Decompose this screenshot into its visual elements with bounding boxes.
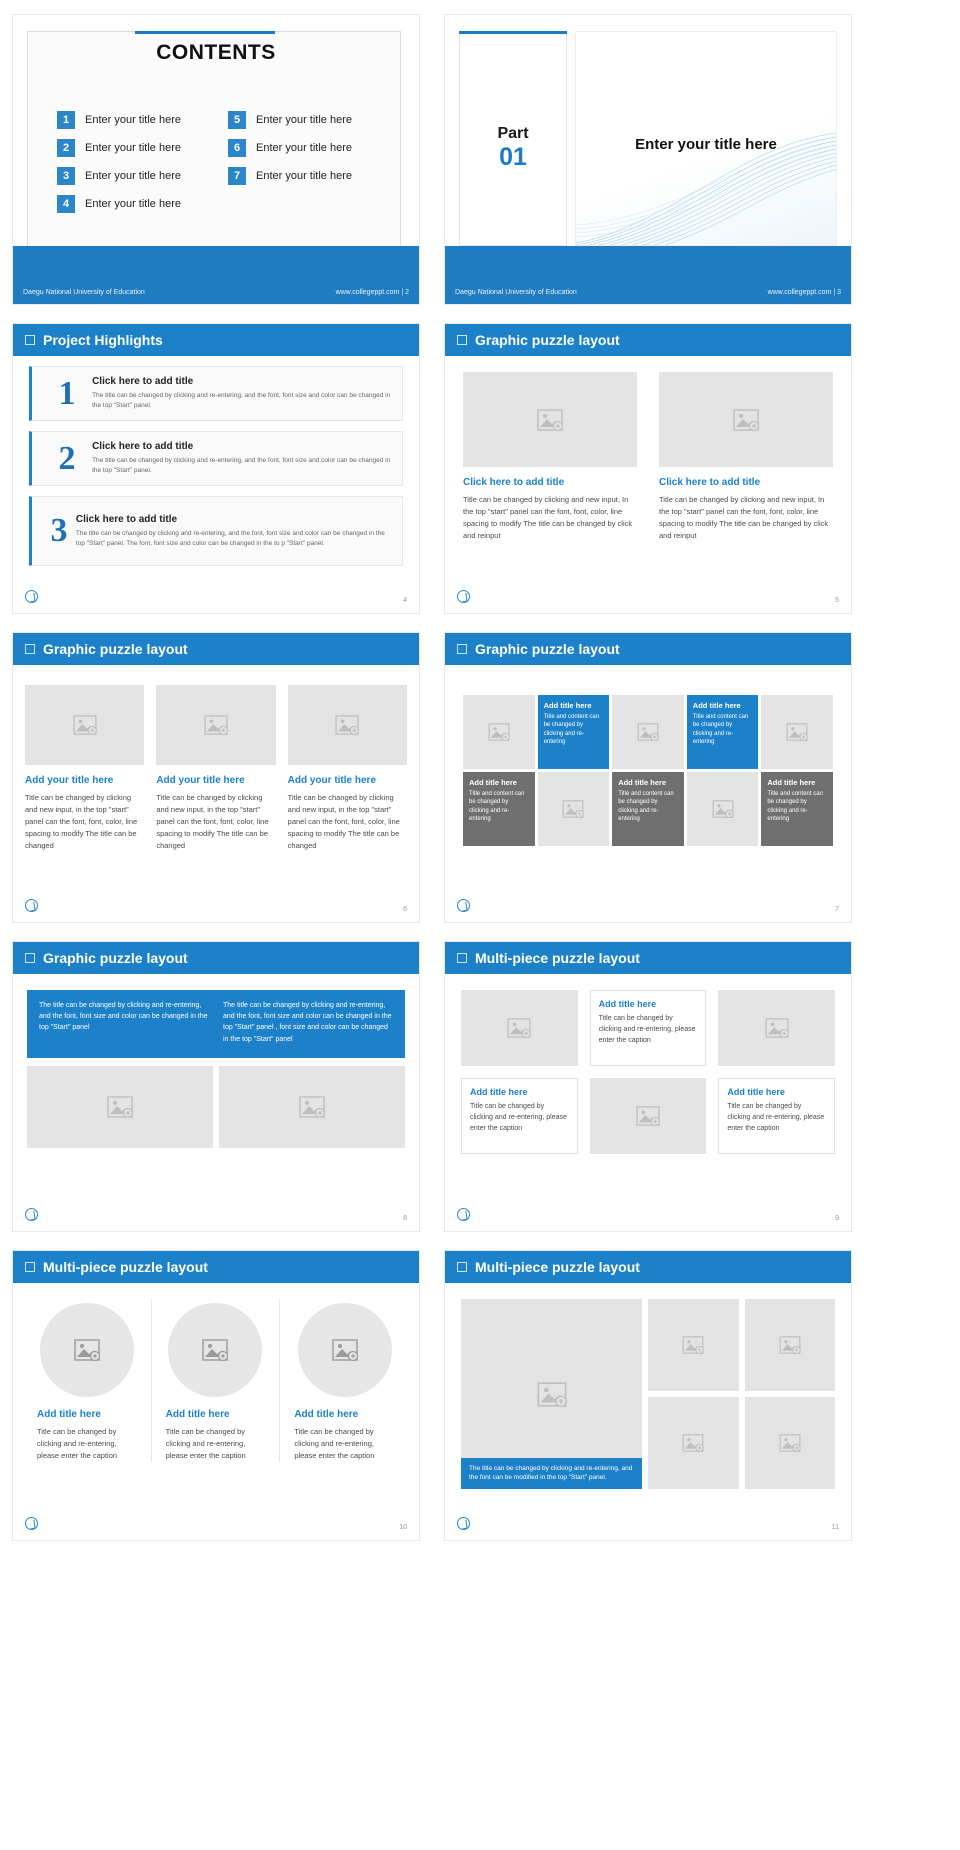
slide-header xyxy=(13,633,419,665)
tile-body: Title and content can be changed by clicking and re-entering xyxy=(692,714,749,746)
item-label: Enter your title here xyxy=(85,170,181,182)
logo-icon xyxy=(25,1517,38,1530)
slide-header xyxy=(445,1251,851,1283)
item-label: Enter your title here xyxy=(85,198,181,210)
card-title: Add your title here xyxy=(287,775,377,786)
card-body: Title can be changed by clicking and re-entering, please enter the caption xyxy=(727,1103,825,1132)
tile-body: Title and content can be changed by clicking and re-entering xyxy=(767,791,823,823)
card-title: Add title here xyxy=(165,1409,230,1420)
image-placeholder[interactable] xyxy=(288,685,407,765)
footer-site: www.collegeppt.com | 3 xyxy=(767,289,841,296)
page-number: 11 xyxy=(831,1524,839,1531)
image-placeholder[interactable] xyxy=(745,1397,836,1489)
text-tile[interactable] xyxy=(463,772,535,846)
page-number: 7 xyxy=(835,906,839,913)
header-title: Graphic puzzle layout xyxy=(43,950,188,966)
item-number: 2 xyxy=(57,139,75,157)
page-number: 9 xyxy=(835,1215,839,1222)
highlight-row[interactable] xyxy=(29,366,403,421)
page-number: 8 xyxy=(403,1215,407,1222)
image-placeholder[interactable] xyxy=(761,695,833,769)
footer-site: www.collegeppt.com | 2 xyxy=(335,289,409,296)
item-label: Enter your title here xyxy=(256,142,352,154)
text-card[interactable] xyxy=(718,1078,835,1154)
banner-text-right: The title can be changed by clicking and re-entering, and the font, font size and color can be changed in the top "Start" panel , font size and color can be changed in the top "Start" panel xyxy=(223,1002,392,1043)
image-placeholder[interactable] xyxy=(648,1397,739,1489)
image-placeholder-large[interactable] xyxy=(461,1299,642,1489)
slide-graphic-puzzle-grid[interactable] xyxy=(444,632,852,923)
slide-part-divider[interactable] xyxy=(444,14,852,305)
list-item[interactable] xyxy=(228,167,379,185)
slide-graphic-puzzle-banner[interactable] xyxy=(12,941,420,1232)
image-placeholder[interactable] xyxy=(538,772,610,846)
square-icon xyxy=(25,1262,35,1272)
slide-header xyxy=(445,324,851,356)
highlight-number: 2 xyxy=(58,439,76,477)
image-placeholder[interactable] xyxy=(27,1066,213,1148)
card-body: Title can be changed by clicking and new input, In the top "start" panel can the font, font, color, line spacing to modify The title can be changed by click and reinput xyxy=(463,495,633,540)
item-number: 5 xyxy=(228,111,246,129)
tile-grid xyxy=(463,695,833,846)
slide-header xyxy=(13,1251,419,1283)
card-grid xyxy=(463,372,833,542)
header-title: Graphic puzzle layout xyxy=(475,641,620,657)
square-icon xyxy=(25,335,35,345)
card-title: Add title here xyxy=(470,1087,528,1097)
page-number: 6 xyxy=(403,906,407,913)
card-title: Add your title here xyxy=(156,775,245,786)
highlight-row[interactable] xyxy=(29,431,403,486)
image-placeholder[interactable] xyxy=(168,1303,262,1397)
image-placeholder[interactable] xyxy=(463,695,535,769)
highlight-number: 3 xyxy=(50,512,68,549)
card[interactable] xyxy=(152,1299,281,1462)
list-item[interactable] xyxy=(228,111,379,129)
square-icon xyxy=(25,953,35,963)
logo-icon xyxy=(25,590,38,603)
card[interactable] xyxy=(23,1299,152,1462)
slide-header xyxy=(13,942,419,974)
logo-icon xyxy=(25,899,38,912)
footer-org: Daegu National University of Education xyxy=(23,289,145,296)
tile-body: Title and content can be changed by clicking and re-entering xyxy=(618,791,674,823)
card-title: Add title here xyxy=(598,999,657,1009)
image-placeholder[interactable] xyxy=(612,695,684,769)
item-number: 3 xyxy=(57,167,75,185)
page-number: 10 xyxy=(399,1524,407,1531)
tile-body: Title and content can be changed by clicking and re-entering xyxy=(469,791,525,823)
image-placeholder[interactable] xyxy=(461,990,578,1066)
card-body: Title can be changed by clicking and new input, in the top "start" panel can the font, font, color, line spacing to modify The title can be changed xyxy=(25,793,138,850)
slide-header xyxy=(13,324,419,356)
image-placeholder[interactable] xyxy=(590,1078,707,1154)
header-title: Graphic puzzle layout xyxy=(43,641,188,657)
circle-grid xyxy=(23,1299,409,1462)
card-title: Add title here xyxy=(727,1087,785,1097)
image-placeholder[interactable] xyxy=(463,372,637,467)
card-title: Click here to add title xyxy=(659,477,761,488)
list-item[interactable] xyxy=(228,139,379,157)
tile-title: Add title here xyxy=(618,778,667,787)
tile-title: Add title here xyxy=(543,701,592,710)
square-icon xyxy=(457,1262,467,1272)
slide-graphic-puzzle-three[interactable] xyxy=(12,632,420,923)
highlight-body: The title can be changed by clicking and re-entering, and the font, font size and color can be changed in the top "Start" panel. xyxy=(92,457,391,474)
text-banner[interactable] xyxy=(27,990,405,1058)
highlight-title: Click here to add title xyxy=(92,376,194,388)
item-number: 4 xyxy=(57,195,75,213)
slide-footer xyxy=(13,246,419,304)
card-grid xyxy=(25,685,407,852)
item-label: Enter your title here xyxy=(85,142,181,154)
slide-multi-piece-one[interactable] xyxy=(444,941,852,1232)
image-placeholder[interactable] xyxy=(648,1299,739,1391)
item-label: Enter your title here xyxy=(256,170,352,182)
highlight-body: The title can be changed by clicking and re-entering, and the font, font size and color can be changed in the top "Start" panel. The font, font size and color can be changed in the to p "Start" panel. xyxy=(75,529,385,547)
image-placeholder[interactable] xyxy=(745,1299,836,1391)
card-title: Click here to add title xyxy=(463,477,565,488)
highlight-title: Click here to add title xyxy=(75,513,178,525)
image-placeholder[interactable] xyxy=(219,1066,405,1148)
image-row xyxy=(27,1066,405,1148)
card-body: Title can be changed by clicking and re-entering, please enter the caption xyxy=(165,1427,246,1460)
logo-icon xyxy=(457,1517,470,1530)
slide-footer xyxy=(445,246,851,304)
logo-icon xyxy=(457,899,470,912)
image-placeholder[interactable] xyxy=(718,990,835,1066)
card-body: Title can be changed by clicking and re-entering, please enter the caption xyxy=(294,1427,375,1460)
highlight-number: 1 xyxy=(58,374,76,412)
text-tile[interactable] xyxy=(612,772,684,846)
tile-title: Add title here xyxy=(692,701,741,710)
page-number: 4 xyxy=(403,597,407,604)
header-title: Graphic puzzle layout xyxy=(475,332,620,348)
slide-graphic-puzzle-two[interactable] xyxy=(444,323,852,614)
card-body: Title can be changed by clicking and re-entering, please enter the caption xyxy=(37,1427,118,1460)
header-title: Multi-piece puzzle layout xyxy=(43,1259,208,1275)
slide-header xyxy=(445,633,851,665)
card-body: Title can be changed by clicking and new input, in the top "start" panel can the font, font, color, line spacing to modify The title can be changed xyxy=(156,793,269,850)
card[interactable] xyxy=(463,372,637,542)
text-tile[interactable] xyxy=(687,695,759,769)
logo-icon xyxy=(25,1208,38,1221)
highlight-title: Click here to add title xyxy=(92,441,194,453)
text-card[interactable] xyxy=(461,1078,578,1154)
image-placeholder[interactable] xyxy=(298,1303,392,1397)
image-placeholder[interactable] xyxy=(156,685,275,765)
card-body: Title can be changed by clicking and re-entering, please enter the caption xyxy=(470,1103,567,1132)
item-number: 7 xyxy=(228,167,246,185)
image-placeholder[interactable] xyxy=(687,772,759,846)
card[interactable] xyxy=(280,1299,409,1462)
list-item[interactable] xyxy=(57,195,208,213)
accent-bar xyxy=(459,31,567,34)
card[interactable] xyxy=(25,685,144,852)
slide-multi-piece-circles[interactable] xyxy=(12,1250,420,1541)
slide-contents[interactable] xyxy=(12,14,420,305)
part-heading: Enter your title here xyxy=(635,136,777,153)
highlight-row[interactable] xyxy=(29,496,403,566)
square-icon xyxy=(457,644,467,654)
slide-header xyxy=(445,942,851,974)
logo-icon xyxy=(457,590,470,603)
list-item[interactable] xyxy=(57,111,208,129)
tile-body: Title and content can be changed by clicking and re-entering xyxy=(543,714,600,746)
header-title: Multi-piece puzzle layout xyxy=(475,950,640,966)
card[interactable] xyxy=(659,372,833,542)
part-number: 01 xyxy=(499,143,527,171)
part-hero xyxy=(575,31,837,246)
contents-list xyxy=(57,111,379,213)
item-label: Enter your title here xyxy=(85,114,181,126)
item-number: 1 xyxy=(57,111,75,129)
list-item[interactable] xyxy=(57,167,208,185)
wave-decoration xyxy=(576,125,836,245)
tile-title: Add title here xyxy=(469,778,517,787)
text-tile[interactable] xyxy=(761,772,833,846)
square-icon xyxy=(25,644,35,654)
card[interactable] xyxy=(288,685,407,852)
card-body: Title can be changed by clicking and new input, in the top "start" panel can the font, font, color, line spacing to modify The title can be changed xyxy=(287,793,400,850)
slide-project-highlights[interactable] xyxy=(12,323,420,614)
mosaic-grid xyxy=(461,1299,835,1489)
image-placeholder[interactable] xyxy=(659,372,833,467)
caption-banner: The title can be changed by clicking and re-entering, and the font can be modified in the top "Start" panel. xyxy=(461,1458,642,1490)
card-body: Title can be changed by clicking and new input, In the top "start" panel can the font, font, color, line spacing to modify The title can be changed by click and reinput xyxy=(659,495,829,540)
banner-text-left: The title can be changed by clicking and re-entering, and the font, font size and color can be changed in the top "Start" panel xyxy=(39,1002,208,1032)
logo-icon xyxy=(457,1208,470,1221)
card[interactable] xyxy=(156,685,275,852)
card-body: Title can be changed by clicking and re-entering, please enter the caption xyxy=(598,1015,696,1044)
text-card[interactable] xyxy=(590,990,707,1066)
card-title: Add your title here xyxy=(25,775,114,786)
page-number: 5 xyxy=(835,597,839,604)
page-title: CONTENTS xyxy=(156,41,276,64)
footer-org: Daegu National University of Education xyxy=(455,289,577,296)
image-placeholder[interactable] xyxy=(40,1303,134,1397)
image-placeholder[interactable] xyxy=(25,685,144,765)
list-item[interactable] xyxy=(57,139,208,157)
header-title: Multi-piece puzzle layout xyxy=(475,1259,640,1275)
item-number: 6 xyxy=(228,139,246,157)
tile-title: Add title here xyxy=(767,778,816,787)
part-word: Part xyxy=(497,125,529,142)
item-label: Enter your title here xyxy=(256,114,352,126)
slide-multi-piece-mosaic[interactable] xyxy=(444,1250,852,1541)
mixed-grid xyxy=(461,990,835,1154)
header-title: Project Highlights xyxy=(43,332,163,348)
card-title: Add title here xyxy=(37,1409,101,1420)
accent-bar xyxy=(135,31,275,34)
card-title: Add title here xyxy=(294,1409,359,1420)
highlight-body: The title can be changed by clicking and re-entering, and the font, font size and color can be changed in the top "Start" panel. xyxy=(92,392,391,409)
square-icon xyxy=(457,335,467,345)
text-tile[interactable] xyxy=(538,695,610,769)
square-icon xyxy=(457,953,467,963)
